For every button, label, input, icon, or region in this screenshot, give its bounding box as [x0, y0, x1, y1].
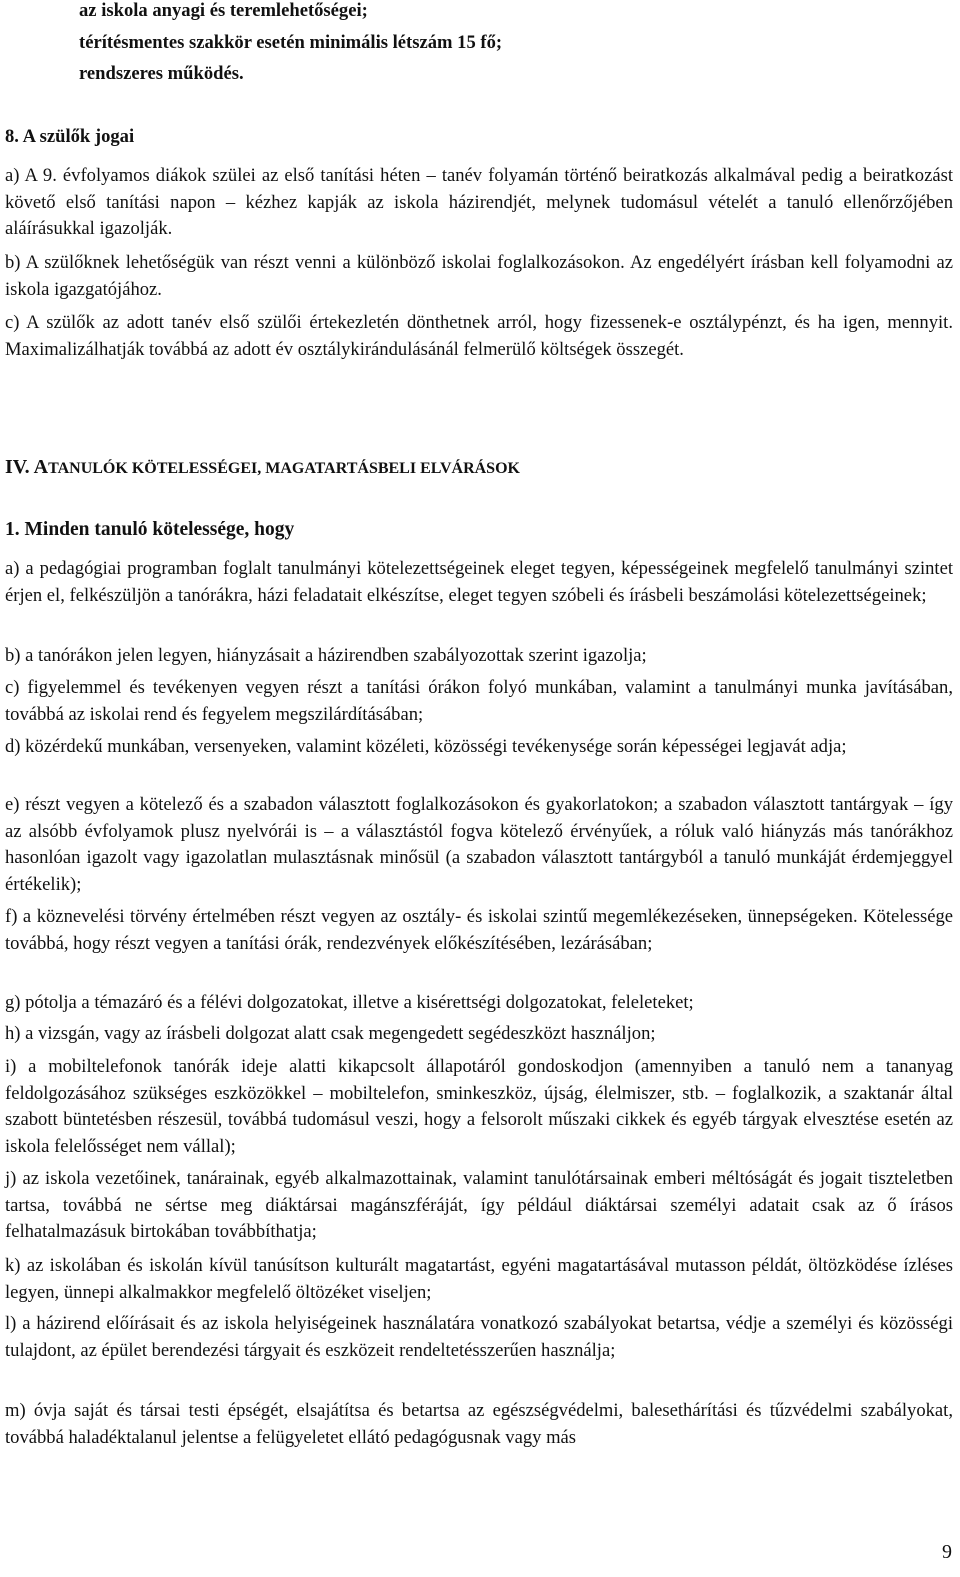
list-item: rendszeres működés.: [79, 63, 244, 84]
duties-heading: 1. Minden tanuló kötelessége, hogy: [5, 519, 295, 540]
section-number: IV.: [5, 456, 30, 478]
duty-item-j: j) az iskola vezetőinek, tanárainak, egyéb alkalmazottainak, valamint tanulótársainak emberi méltóságát és jogait tiszteletben tartsa, továbbá ne sértse meg diáktársai magánszféráját, így például diáktársai személyi adatait csak az ő írásos felhatalmazásuk birtokában továbbíthatja;: [5, 1168, 953, 1242]
list-item: térítésmentes szakkör esetén minimális létszám 15 fő;: [79, 31, 503, 53]
section-title-initial: A: [33, 456, 49, 478]
duty-item-b: b) a tanórákon jelen legyen, hiányzásait a házirendben szabályozottak szerint igazolja;: [5, 645, 647, 666]
paragraph-8a: a) A 9. évfolyamos diákok szülei az első tanítási héten – tanév folyamán történő beiratkozás alkalmával pedig a beiratkozást követő első tanítási napon – kézhez kapják az iskola házirendjét, melynek tudomásul vételét a tanuló ellenőrzőjében aláírásukkal igazolják.: [5, 165, 953, 239]
duty-item-f: f) a köznevelési törvény értelmében részt vegyen az osztály- és iskolai szintű megemlékezéseken, ünnepségeken. Kötelessége továbbá, hogy részt vegyen a tanítási órák, rendezvények előkészítésében, lezárásában;: [5, 906, 953, 954]
paragraph-8b: b) A szülőknek lehetőségük van részt venni a különböző iskolai foglalkozásokon. Az engedélyért írásban kell folyamodni az iskola igazgatójához.: [5, 252, 953, 300]
duty-item-d: d) közérdekű munkában, versenyeken, valamint közéleti, közösségi tevékenysége során képességei legjavát adja;: [5, 736, 847, 757]
duty-item-e: e) részt vegyen a kötelező és a szabadon választott foglalkozásokon és gyakorlatokon; a szabadon választott tantárgyak – így az alsóbb évfolyamok plusz nyelvórái is – a választástól fogva kötelező érvényűek, a róluk való hiányzás más tanórákhoz hasonlóan igazolt vagy igazolatlan mulasztásnak minősül (a szabadon választott tantárgyból a tanuló munkáját érdemjeggyel értékelik);: [5, 794, 953, 895]
duty-item-c: c) figyelemmel és tevékenyen vegyen részt a tanítási órákon folyó munkában, valamint a tanulmányi munka javításában, továbbá az iskolai rend és fegyelem megszilárdításában;: [5, 677, 953, 725]
duty-item-k: k) az iskolában és iskolán kívül tanúsítson kulturált magatartást, egyéni magatartásával mutasson példát, öltözködése ízléses legyen, ünnepi alkalmakkor megfelelő öltözéket viseljen;: [5, 1255, 953, 1303]
duty-item-g: g) pótolja a témazáró és a félévi dolgozatokat, illetve a kisérettségi dolgozatokat, feleleteket;: [5, 992, 694, 1013]
duty-item-l: l) a házirend előírásait és az iskola helyiségeinek használatára vonatkozó szabályokat betartsa, védje a személyi és közösségi tulajdont, az épület berendezési tárgyait és eszközeit rendeltetésszerűen használja;: [5, 1313, 953, 1361]
page-number: 9: [942, 1541, 952, 1563]
duty-item-a: a) a pedagógiai programban foglalt tanulmányi kötelezettségeinek eleget tegyen, képességeinek megfelelő tanulmányi szintet érjen el, felkészüljön a tanórákra, házi feladatait elkészítse, eleget tegyen szóbeli és írásbeli beszámolási kötelezettségeinek;: [5, 558, 953, 606]
requirements-list: [5, 0, 953, 88]
list-item: az iskola anyagi és teremlehetőségei;: [79, 0, 368, 21]
duty-item-m: m) óvja saját és társai testi épségét, elsajátítsa és betartsa az egészségvédelmi, balesethárítási és tűzvédelmi szabályokat, továbbá haladéktalanul jelentse a felügyeletet ellátó pedagógusnak vagy más: [5, 1400, 953, 1448]
paragraph-8c: c) A szülők az adott tanév első szülői értekezletén dönthetnek arról, hogy fizessenek-e osztálypénzt, és ha igen, mennyit. Maximalizálhatják továbbá az adott év osztálykirándulásánál felmerülő költségek összegét.: [5, 312, 953, 360]
duty-item-i: i) a mobiltelefonok tanórák ideje alatti kikapcsolt állapotáról gondoskodjon (amennyiben a tanuló nem a tananyag feldolgozásához szükséges eszközökkel – mobiltelefon, sminkeszköz, újság, élelmiszer, stb. – foglalkozik, a szaktanár által szabott büntetésben részesül, továbbá tudomásul veszi, hogy a felsorolt műszaki cikkek és egyéb tárgyak elvesztése esetén az iskola felelősséget nem vállal);: [5, 1056, 953, 1157]
section-title-iv: [5, 452, 520, 484]
section-title-text: TANULÓK KÖTELESSÉGEI, MAGATARTÁSBELI ELVÁRÁSOK: [48, 460, 520, 477]
duty-item-h: h) a vizsgán, vagy az írásbeli dolgozat alatt csak megengedett segédeszközt használjon;: [5, 1023, 656, 1044]
section-heading-parents-rights: 8. A szülők jogai: [5, 126, 135, 147]
